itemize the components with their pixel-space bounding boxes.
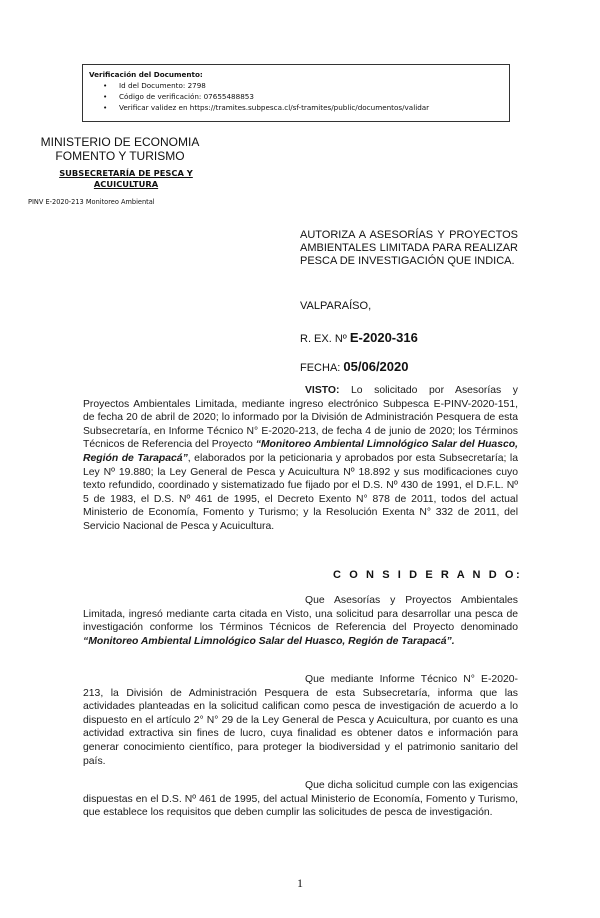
verification-box <box>82 64 510 122</box>
visto-text-2: , elaborados por la peticionaria y aprobados por esta Subsecretaría; la Ley Nº 19.880; la Ley General de Pesca y Acuicultura Nº 18.892 y sus modificaciones cuyo texto refundido, coordinado y sistematizado fue fijado por el D.S. Nº 430 de 1991, el D.F.L. Nº 5 de 1983, el D.S. Nº 461 de 1995, el Decreto Exento N° 878 de 2011, todos del actual Ministerio de Economía, Fomento y Turismo; y la Resolución Exenta N° 332 de 2011, del Servicio Nacional de Pesca y Acuicultura. <box>83 452 518 532</box>
ministry-header <box>38 135 202 163</box>
verification-code: • Código de verificación: 07655488853 <box>119 91 503 102</box>
verification-id: • Id del Documento: 2798 <box>119 80 503 91</box>
visto-project: “Monitoreo Ambiental Limnológico Salar del Huasco, Región de Tarapacá” <box>83 439 519 464</box>
resolution-summary: AUTORIZA A ASESORÍAS Y PROYECTOS AMBIENTALES LIMITADA PARA REALIZAR PESCA DE INVESTIGACIÓN QUE INDICA. <box>300 229 518 267</box>
resolution-number-line <box>300 330 418 345</box>
considerando-1 <box>83 594 518 648</box>
reference-code: PINV E-2020-213 Monitoreo Ambiental <box>28 198 155 206</box>
considerando-2 <box>83 673 518 768</box>
verification-list <box>89 80 503 113</box>
considerando-3 <box>83 779 518 820</box>
date-label: FECHA: <box>300 362 341 374</box>
place-line: VALPARAÍSO, <box>300 300 372 312</box>
date-line <box>300 359 408 374</box>
ministry-line-2: FOMENTO Y TURISMO <box>55 149 185 163</box>
resolution-number: E-2020-316 <box>349 330 418 345</box>
page-number: 1 <box>297 876 303 890</box>
visto-paragraph <box>83 384 518 534</box>
visto-label: VISTO: <box>305 385 340 396</box>
resolution-label: R. EX. Nº <box>300 333 347 345</box>
considerando-1-project: “Monitoreo Ambiental Limnológico Salar del Huasco, Región de Tarapacá”. <box>83 635 455 647</box>
verification-url[interactable]: • Verificar validez en https://tramites.subpesca.cl/sf-tramites/public/documentos/validar <box>119 102 503 113</box>
verification-title: Verificación del Documento: <box>89 70 203 79</box>
subsecretaria-header: SUBSECRETARÍA DE PESCA Y ACUICULTURA <box>59 168 193 189</box>
considerando-2-text: Que mediante Informe Técnico N° E-2020-213, la División de Administración Pesquera de esta Subsecretaría, informa que las actividades planteadas en la solicitud califican como pesca de investigación de acuerdo a lo dispuesto en el artículo 2° N° 29 de la Ley General de Pesca y Acuicultura, por cuanto es una actividad extractiva sin fines de lucro, cuya finalidad es obtener datos e información para generar conocimiento científico, para proteger la biodiversidad y el patrimonio sanitario del país. <box>83 674 518 767</box>
considerando-1-text: Que Asesorías y Proyectos Ambientales Limitada, ingresó mediante carta citada en Visto, una solicitud para desarrollar una pesca de investigación conforme los Términos Técnicos de Referencia del Proyecto denominado <box>83 595 518 634</box>
considerando-3-text: Que dicha solicitud cumple con las exigencias dispuestas en el D.S. Nº 461 de 1995, del actual Ministerio de Economía, Fomento y Turismo, que establece los requisitos que deben cumplir las solicitudes de pesca de investigación. <box>83 780 518 819</box>
visto-text-1: Lo solicitado por Asesorías y Proyectos Ambientales Limitada, mediante ingreso electrónico Subpesca E-PINV-2020-151, de fecha 20 de abril de 2020; lo informado por la División de Administración Pesquera de esta Subsecretaría, en Informe Técnico N° E-2020-213, de fecha 4 de junio de 2020; los Términos Técnicos de Referencia del Proyecto <box>83 385 518 451</box>
ministry-line-1: MINISTERIO DE ECONOMIA <box>40 135 200 149</box>
considerando-heading: C O N S I D E R A N D O: <box>333 569 523 581</box>
date-value: 05/06/2020 <box>343 359 409 374</box>
